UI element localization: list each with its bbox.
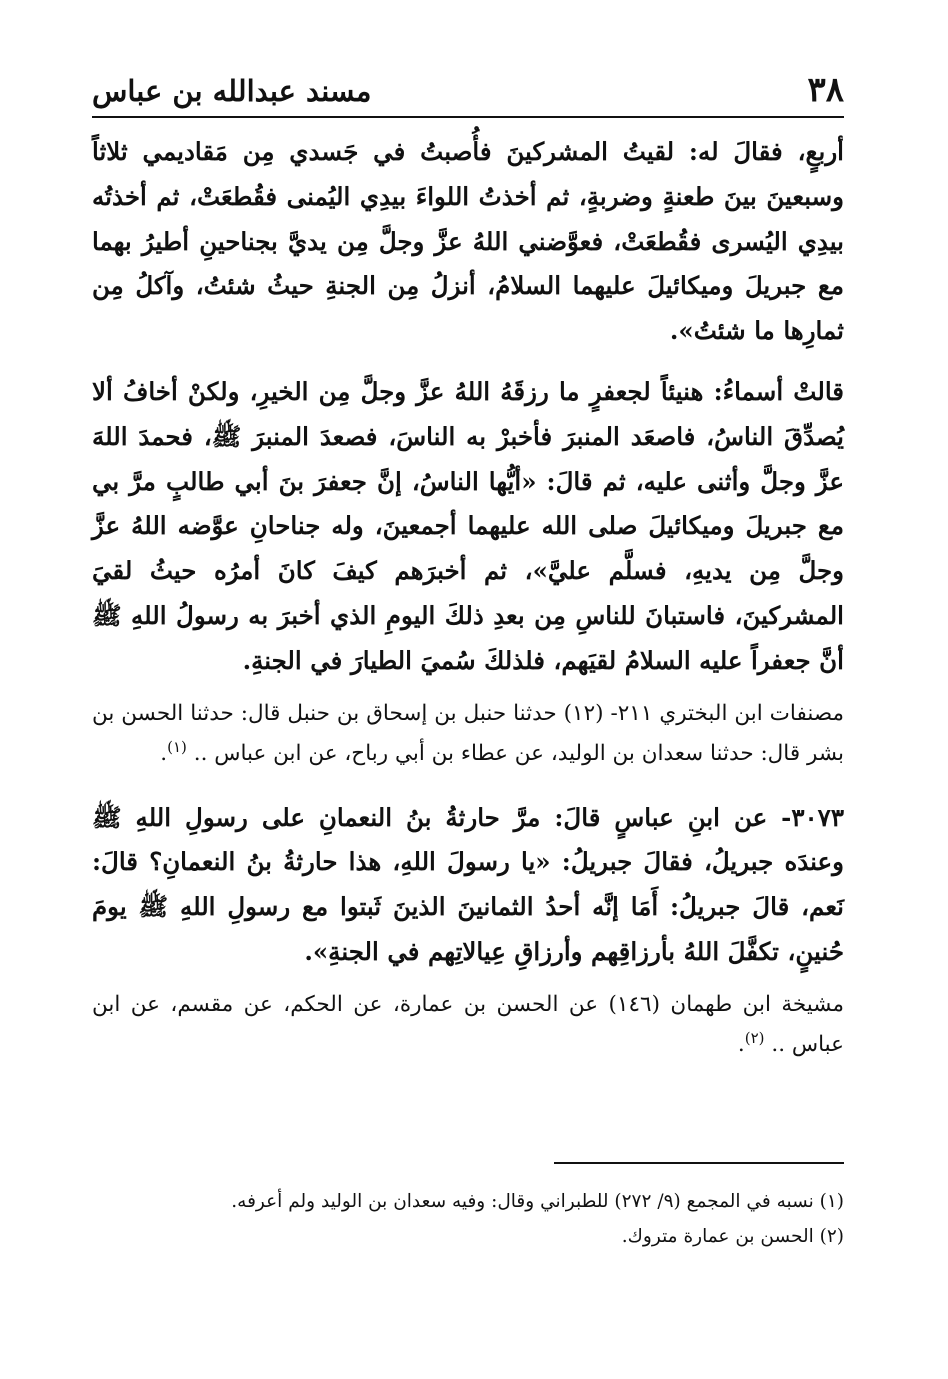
footnote-mark-2: (٢) [744, 1028, 765, 1047]
running-title: مسند عبدالله بن عباس [92, 74, 372, 108]
page-header [92, 62, 844, 118]
page-body [92, 130, 844, 1065]
source-citation-2: مشيخة ابن طهمان (١٤٦) عن الحسن بن عمارة، عن الحكم، عن مقسم، عن ابن عباس .. $^{(٢)}$. [92, 991, 844, 1057]
footnotes [92, 1162, 844, 1254]
page-number: ٣٨ [807, 70, 844, 110]
paragraph-2: قالتْ أسماءُ: هنيئاً لجعفرٍ ما رزقَهُ اللهُ عزَّ وجلَّ مِن الخيرِ، ولكنْ أخافُ ألا يُصدِّقَ الناسُ، فاصعَد المنبرَ فأخبرْ به الناسَ، فصعدَ المنبرَ ﷺ، فحمدَ اللهَ عزَّ وجلَّ وأثنى عليه، ثم قالَ: «أيُّها الناسُ، إنَّ جعفرَ بنَ أبي طالبٍ مرَّ بي مع جبريلَ وميكائيلَ صلى الله عليهما أجمعينَ، وله جناحانِ عوَّضه اللهُ عزَّ وجلَّ مِن يديهِ، فسلَّم عليَّ»، ثم أخبرَهم كيفَ كانَ أمرُه حيثُ لقيَ المشركينَ، فاستبانَ للناسِ مِن بعدِ ذلكَ اليومِ الذي أخبرَ به رسولُ اللهِ ﷺ أنَّ جعفراً عليه السلامُ لقيَهم، فلذلكَ سُميَ الطيارَ في الجنةِ. [92, 376, 844, 675]
footnote-rule [554, 1162, 844, 1164]
source-citation-2-text: مشيخة ابن طهمان (١٤٦) عن الحسن بن عمارة، عن الحكم، عن مقسم، عن ابن عباس .. [92, 991, 844, 1057]
footnote-1: (١) نسبه في المجمع (٩/ ٢٧٢) للطبراني وقال: وفيه سعدان بن الوليد ولم أعرفه. [231, 1191, 844, 1212]
paragraph-3: ٣٠٧٣- عن ابنِ عباسٍ قالَ: مرَّ حارثةُ بنُ النعمانِ على رسولِ اللهِ ﷺ وعندَه جبريلُ، فقالَ جبريلُ: «يا رسولَ اللهِ، هذا حارثةُ بنُ النعمانِ؟ قالَ: نَعم، قالَ جبريلُ: أَمَا إنَّه أحدُ الثمانينَ الذينَ ثَبتوا مع رسولِ اللهِ ﷺ يومَ حُنينٍ، تكفَّلَ اللهُ بأرزاقِهم وأرزاقِ عِيالاتِهم في الجنةِ». [92, 802, 844, 966]
footnote-2: (٢) الحسن بن عمارة متروك. [621, 1226, 844, 1247]
header-rule [92, 116, 844, 118]
source-citation-1: مصنفات ابن البختري ٢١١- (١٢) حدثنا حنبل بن إسحاق بن حنبل قال: حدثنا الحسن بن بشر قال: حدثنا سعدان بن الوليد، عن عطاء بن أبي رباح، عن ابن عباس .. $^{(١)}$. [92, 700, 844, 766]
source-citation-1-text: مصنفات ابن البختري ٢١١- (١٢) حدثنا حنبل بن إسحاق بن حنبل قال: حدثنا الحسن بن بشر قال: حدثنا سعدان بن الوليد، عن عطاء بن أبي رباح، عن ابن عباس .. [92, 700, 844, 766]
footnote-mark-1: (١) [167, 737, 187, 756]
paragraph-1: أربعٍ، فقالَ له: لقيتُ المشركينَ فأُصبتُ في جَسدي مِن مَقاديمي ثلاثاً وسبعينَ بينَ طعنةٍ وضربةٍ، ثم أخذتُ اللواءَ بيدِي اليُمنى فقُطعَتْ، ثم أخذتُه بيدِي اليُسرى فقُطعَتْ، فعوَّضني اللهُ عزَّ وجلَّ مِن يديَّ بجناحينِ أطيرُ بهما مع جبريلَ وميكائيلَ عليهما السلامُ، أنزلُ مِن الجنةِ حيثُ شئتُ، وآكلُ مِن ثمارِها ما شئتُ». [92, 137, 844, 346]
